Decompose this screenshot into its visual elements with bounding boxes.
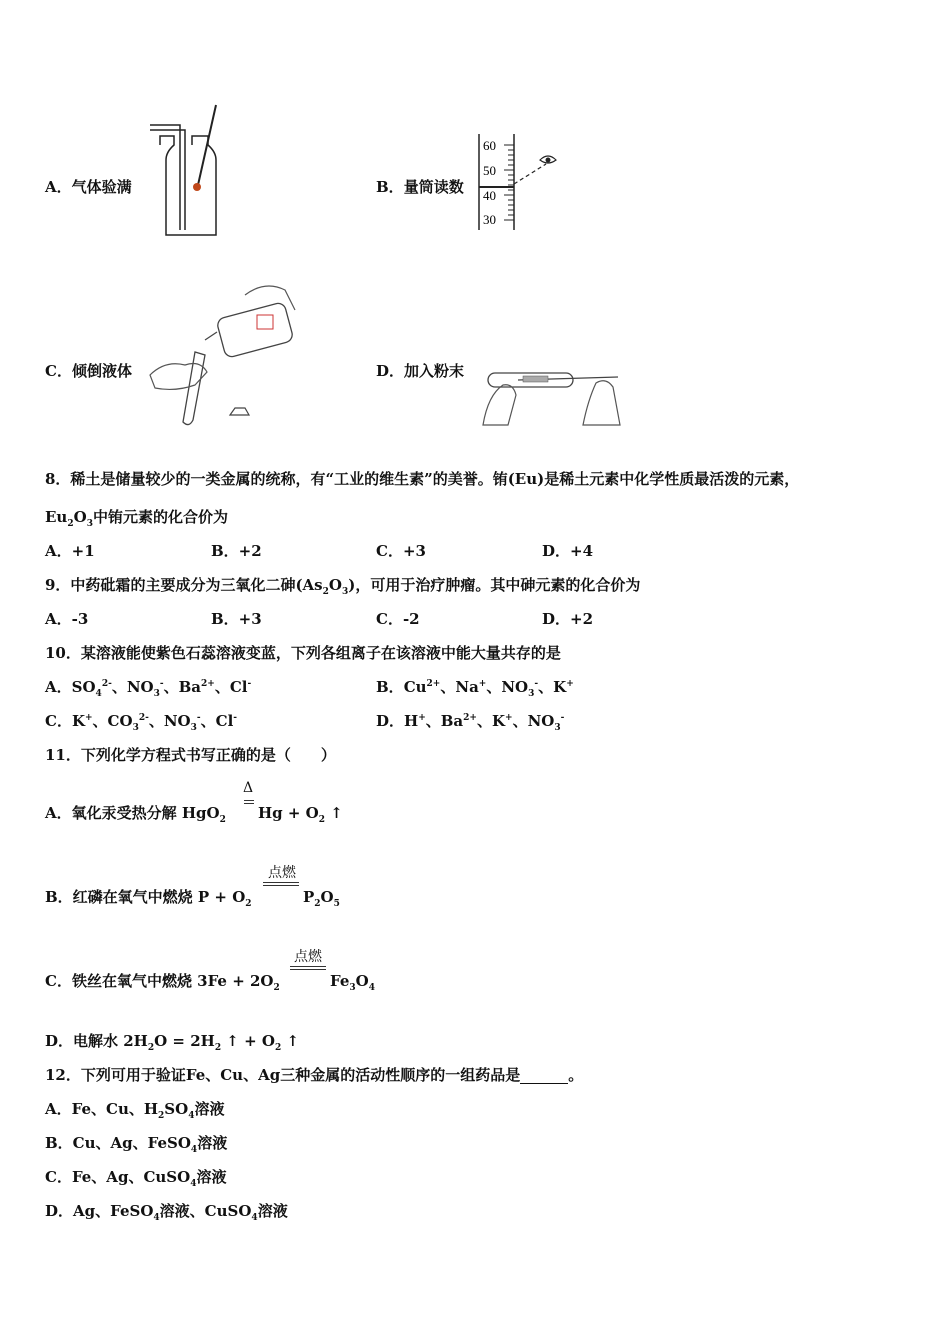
q7-option-a: A．气体验满 bbox=[45, 178, 132, 196]
q11-c-condition: 点燃 bbox=[294, 949, 322, 965]
q8-option-c: C．+3 bbox=[376, 542, 426, 560]
q11-option-c: C．铁丝在氧气中燃烧 $3Fe + 2O_2$ bbox=[45, 972, 280, 993]
q11-option-d: D．电解水 $2H_2O = 2H_2$ ↑ + $O_2$ ↑ bbox=[45, 1032, 300, 1053]
q11-b-condition: 点燃 bbox=[268, 865, 296, 881]
gas-collection-bottle-figure bbox=[140, 100, 230, 240]
q11-b-product: $P_2O_5$ bbox=[303, 888, 340, 909]
q12-option-d: D．Ag、FeSO$_4$溶液、CuSO$_4$溶液 bbox=[45, 1202, 288, 1223]
q10-option-a: A．$SO_4^{2-}$、$NO_3^-$、$Ba^{2+}$、Cl- bbox=[45, 678, 252, 699]
q10-option-c: C．K+、$CO_3^{2-}$、$NO_3^-$、Cl- bbox=[45, 712, 238, 733]
q12-option-b: B．Cu、Ag、FeSO$_4$溶液 bbox=[45, 1134, 228, 1155]
q10-option-d: D．H+、$Ba^{2+}$、K+、$NO_3^-$ bbox=[376, 712, 565, 733]
q12-option-a: A．Fe、Cu、$H_2SO_4$溶液 bbox=[45, 1100, 225, 1121]
q10-stem: 10．某溶液能使紫色石蕊溶液变蓝，下列各组离子在该溶液中能大量共存的是 bbox=[45, 644, 561, 662]
q11-option-a: A．氧化汞受热分解 HgO$_2$ bbox=[45, 804, 226, 825]
answer-blank[interactable] bbox=[520, 1069, 568, 1084]
q11-stem: 11．下列化学方程式书写正确的是（ ） bbox=[45, 746, 336, 764]
pouring-liquid-figure bbox=[145, 280, 305, 430]
adding-powder-figure bbox=[478, 355, 628, 435]
graduated-cylinder-figure bbox=[474, 132, 564, 232]
q8-option-a: A．+1 bbox=[45, 542, 95, 560]
q8-stem-line2: $Eu_2O_3$中铕元素的化合价为 bbox=[45, 508, 228, 529]
q11-c-product: $Fe_3O_4$ bbox=[330, 972, 375, 993]
q7-option-d: D．加入粉末 bbox=[376, 362, 465, 380]
q9-option-c: C．-2 bbox=[376, 610, 420, 628]
q8-stem-line1: 8．稀土是储量较少的一类金属的统称，有“工业的维生素”的美誉。铕(Eu)是稀土元素中化学性质最活泼的元素， bbox=[45, 470, 800, 488]
q9-option-a: A．-3 bbox=[45, 610, 89, 628]
q10-option-b: B．$Cu^{2+}$、Na+、$NO_3^-$、K+ bbox=[376, 678, 574, 699]
q11-a-product: $Hg + O_2$ ↑ bbox=[258, 804, 343, 825]
q11-option-b: B．红磷在氧气中燃烧 $P + O_2$ bbox=[45, 888, 252, 909]
tick-30: 30 bbox=[483, 212, 496, 227]
tick-60: 60 bbox=[483, 138, 496, 153]
q9-option-b: B．+3 bbox=[211, 610, 262, 628]
q12-option-c: C．Fe、Ag、CuSO$_4$溶液 bbox=[45, 1168, 227, 1189]
tick-50: 50 bbox=[483, 163, 496, 178]
q7-option-c: C．倾倒液体 bbox=[45, 362, 132, 380]
q8-option-d: D．+4 bbox=[542, 542, 594, 560]
q12-stem: 12．下列可用于验证Fe、Cu、Ag三种金属的活动性顺序的一组药品是 。 bbox=[45, 1066, 584, 1084]
q7-option-b: B．量筒读数 bbox=[376, 178, 464, 196]
q9-stem: 9．中药砒霜的主要成分为三氧化二砷$(As_2O_3)$，可用于治疗肿瘤。其中砷元素的化合价为 bbox=[45, 576, 641, 597]
q9-option-d: D．+2 bbox=[542, 610, 594, 628]
tick-40: 40 bbox=[483, 188, 496, 203]
q11-a-condition: Δ bbox=[242, 780, 254, 796]
q8-option-b: B．+2 bbox=[211, 542, 262, 560]
